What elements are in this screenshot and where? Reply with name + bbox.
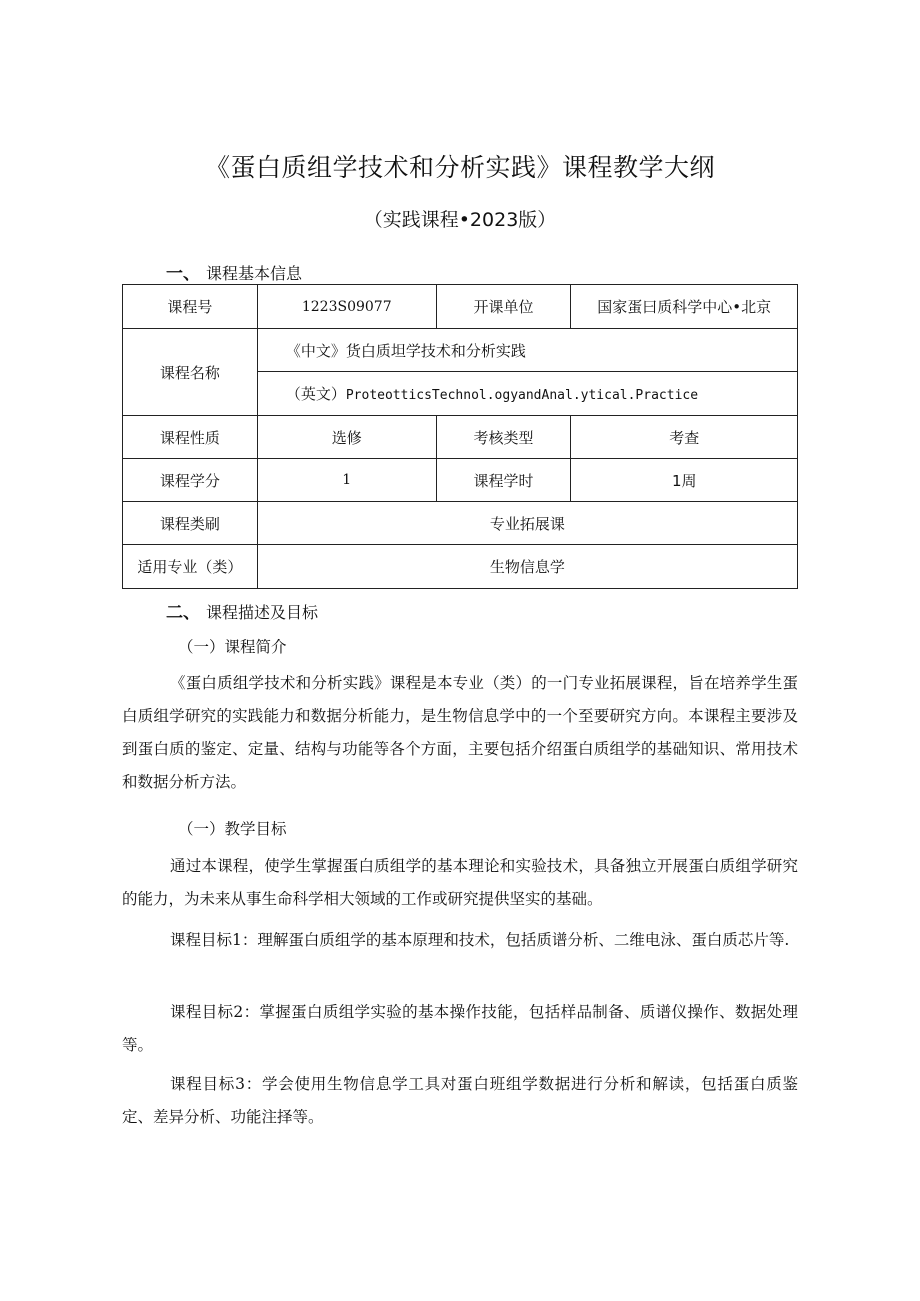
- table-value-cell: 考查: [571, 416, 798, 459]
- section-number: 二、: [166, 603, 200, 623]
- section-heading-basic-info: [166, 259, 302, 284]
- course-name-en-prefix: （英文）: [285, 385, 346, 403]
- subsection-heading-goals: （一）教学目标: [178, 820, 287, 838]
- document-title: 《蛋白质组学技术和分析实践》课程教学大纲: [204, 153, 715, 182]
- section-title: 课程基本信息: [206, 264, 303, 283]
- table-value-cell: 生物信息学: [257, 545, 797, 589]
- subsection-heading-intro: （一）课程简介: [178, 638, 287, 656]
- course-name-cn: 货白质坦学技术和分析实践: [345, 341, 526, 360]
- table-row: [123, 285, 798, 329]
- course-info-table: [122, 284, 798, 589]
- table-row: [123, 416, 798, 459]
- course-name-en: ProteotticsTechnol.ogyandAnal.ytical.Practice: [345, 388, 699, 403]
- table-row: [123, 329, 798, 372]
- course-name-cn-prefix: 《中文》: [285, 341, 346, 360]
- course-goal-3: 课程目标3：学会使用生物信息学工具对蛋白班组学数据进行分析和解读，包括蛋白质鉴定、差异分析、功能注择等。: [122, 1075, 798, 1126]
- table-row: [123, 545, 798, 589]
- section-title: 课程描述及目标: [206, 603, 319, 622]
- table-label-cell: 课程号: [123, 285, 258, 329]
- table-value-cell: 1223S09077: [257, 285, 436, 329]
- table-label-cell: 课程性质: [123, 416, 258, 459]
- table-value-cell: 1: [257, 459, 436, 502]
- table-label-cell: 适用专业（类）: [123, 545, 258, 589]
- table-label-cell: 课程学时: [436, 459, 571, 502]
- table-row: [123, 502, 798, 545]
- table-row: [123, 459, 798, 502]
- table-label-cell: 课程名称: [123, 329, 258, 416]
- section-heading-description: [166, 598, 318, 623]
- table-label-cell: 开课单位: [436, 285, 571, 329]
- course-goal-2: 课程目标2：掌握蛋白质组学实验的基本操作技能，包括样品制备、质谱仪操作、数据处理等。: [122, 1003, 798, 1054]
- table-value-cell: 1周: [571, 459, 798, 502]
- table-value-cell: 选修: [257, 416, 436, 459]
- table-value-cell: 专业拓展课: [257, 502, 797, 545]
- table-value-cell: 国家蛋曰质科学中心•北京: [571, 285, 798, 329]
- table-label-cell: 课程类刷: [123, 502, 258, 545]
- course-intro-paragraph: 《蛋白质组学技术和分析实践》课程是本专业（类）的一门专业拓展课程，旨在培养学生蛋白质组学研究的实践能力和数据分析能力，是生物信息学中的一个至要研究方向。本课程主要涉及到蛋白质的鉴定、定量、结构与功能等各个方面，主要包括介绍蛋白质组学的基础知识、常用技术和数据分析方法。: [122, 674, 798, 791]
- course-name-cn-cell: [257, 329, 797, 372]
- document-subtitle: （实践课程•2023版）: [363, 209, 557, 231]
- course-goal-1: 课程目标1：理解蛋白质组学的基本原理和技术，包括质谱分析、二维电泳、蛋白质芯片等.: [170, 931, 790, 949]
- course-name-en-cell: [257, 372, 797, 416]
- table-label-cell: 课程学分: [123, 459, 258, 502]
- goals-intro-paragraph: 通过本课程，使学生掌握蛋白质组学的基本理论和实验技术，具备独立开展蛋白质组学研究的能力，为未来从事生命科学相大领域的工作或研究提供坚实的基础。: [122, 857, 798, 908]
- table-label-cell: 考核类型: [436, 416, 571, 459]
- section-number: 一、: [166, 264, 200, 284]
